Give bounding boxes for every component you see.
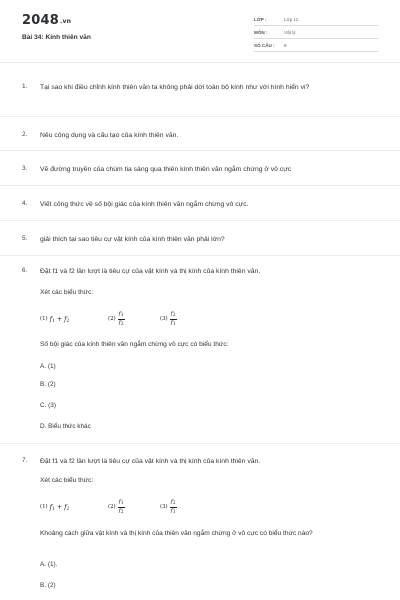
formula-2: (2) f1 f2: [108, 311, 124, 326]
question-text: Tại sao khi điều chỉnh kính thiên văn ta không phải dời toàn bộ kính như với hình hiển vi?: [40, 84, 310, 91]
page-header: [0, 0, 400, 62]
question-text: Vẽ đường truyền của chùm tia sáng qua thiên kính thiên văn ngắm chừng ở vô cực: [40, 166, 292, 173]
question-divider: [0, 116, 400, 117]
question-text: Đặt f1 và f2 lần lượt là tiêu cự của vật kính và thị kính của kính thiên văn.: [40, 268, 261, 275]
header-divider: [0, 62, 400, 63]
meta-key: SỐ CÂU :: [254, 43, 275, 48]
formula-label: (1): [40, 504, 48, 510]
answer-option-b[interactable]: B. (2): [40, 381, 56, 388]
question-divider: [0, 255, 400, 256]
meta-row-subject: [254, 29, 378, 39]
formula-1: (1) f1 + f2: [40, 315, 70, 323]
logo-suffix: .vn: [59, 18, 72, 25]
meta-value: 8: [284, 43, 287, 48]
formula-3: (3) f2 f1: [160, 311, 176, 326]
meta-value: Vật lý: [284, 30, 296, 35]
question-divider: [0, 150, 400, 151]
question-divider: [0, 220, 400, 221]
formula-label: (2): [108, 504, 116, 510]
formula-label: (3): [160, 504, 168, 510]
question-number: 4.: [22, 200, 28, 207]
question-number: 1.: [22, 83, 28, 90]
question-subtext: Số bội giác của kính thiên văn ngắm chừng vô cực có biểu thức:: [40, 341, 229, 348]
question-subtext: Xét các biểu thức:: [40, 289, 94, 296]
meta-row-class: [254, 16, 378, 26]
formula-row: [40, 497, 240, 517]
answer-option-a[interactable]: A. (1): [40, 363, 56, 370]
question-text: Nêu công dụng và cấu tạo của kính thiên văn.: [40, 132, 179, 139]
logo-text: 2048: [22, 13, 59, 28]
formula-3: (3) f2 f1: [160, 499, 176, 514]
question-text: Viết công thức về số bội giác của kính thiên văn ngắm chừng vô cực.: [40, 201, 249, 208]
lesson-title: Bài 34: Kính thiên văn: [22, 34, 91, 41]
formula-2: (2) f1 f2: [108, 499, 124, 514]
question-number: 7.: [22, 457, 28, 464]
question-text: Đặt f1 và f2 lần lượt là tiêu cự của vật kính và thị kính của kính thiên văn.: [40, 458, 261, 465]
question-number: 3.: [22, 165, 28, 172]
meta-value: Lớp 11: [284, 17, 299, 22]
answer-option-a[interactable]: A. (1).: [40, 561, 58, 568]
meta-row-count: [254, 42, 378, 52]
formula-1: (1) f1 + f2: [40, 503, 70, 511]
question-number: 2.: [22, 131, 28, 138]
site-logo[interactable]: [22, 13, 71, 28]
question-number: 5.: [22, 235, 28, 242]
formula-label: (1): [40, 316, 48, 322]
question-divider: [0, 185, 400, 186]
question-subtext: Xét các biểu thức:: [40, 477, 94, 484]
question-text: giải thích tại sao tiêu cự vật kính của kính thiên văn phải lớn?: [40, 236, 225, 243]
formula-row: [40, 309, 240, 329]
formula-label: (2): [108, 316, 116, 322]
question-divider: [0, 443, 400, 444]
formula-label: (3): [160, 316, 168, 322]
answer-option-b[interactable]: B. (2): [40, 582, 56, 589]
answer-option-d[interactable]: D. Biểu thức khác: [40, 423, 91, 430]
answer-option-c[interactable]: C. (3): [40, 402, 56, 409]
question-subtext: Khoảng cách giữa vật kính và thị kính của thiên văn ngắm chừng ở vô cực có biểu thức nào?: [40, 530, 313, 537]
meta-key: MÔN :: [254, 30, 268, 35]
question-number: 6.: [22, 267, 28, 274]
meta-key: LỚP :: [254, 17, 267, 22]
